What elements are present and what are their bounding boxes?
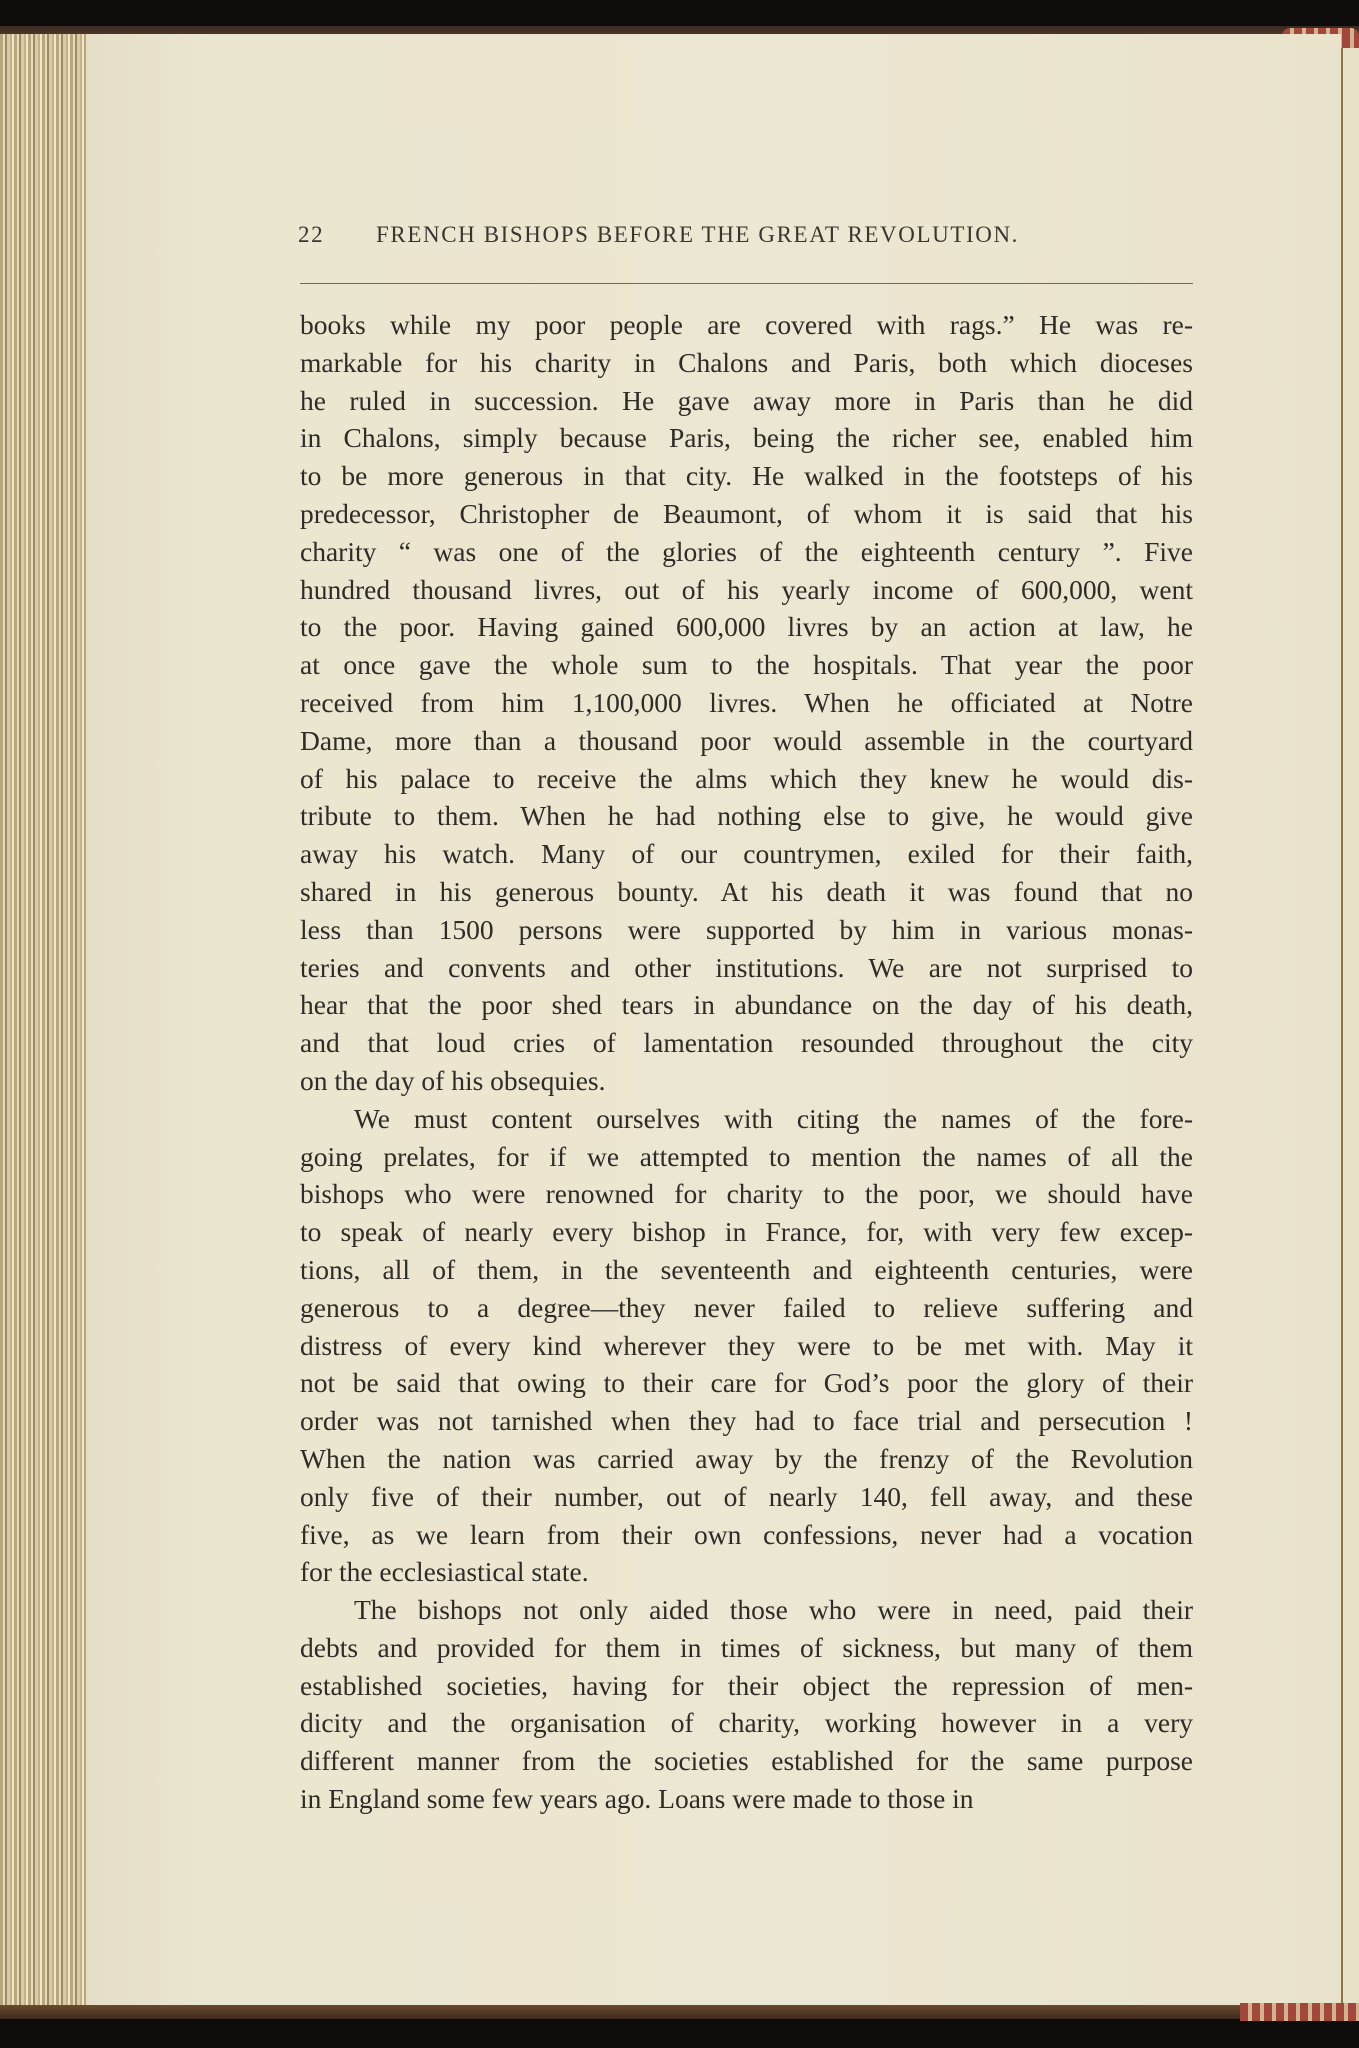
text-line: predecessor, Christopher de Beaumont, of whom it is said that his bbox=[300, 497, 1193, 529]
running-head bbox=[298, 222, 1198, 248]
text-line: for the ecclesiastical state. bbox=[300, 1556, 589, 1588]
text-line: bishops who were renowned for charity to the poor, we should have bbox=[300, 1178, 1193, 1210]
paragraph bbox=[300, 1100, 1193, 1591]
text-line: to be more generous in that city. He walked in the footsteps of his bbox=[300, 460, 1193, 492]
book-cover-bottom-edge bbox=[0, 2005, 1300, 2019]
text-line: in England some few years ago. Loans were made to those in bbox=[300, 1783, 974, 1815]
body-text bbox=[300, 306, 1193, 1818]
stacked-page-edges bbox=[0, 34, 88, 2006]
text-line: shared in his generous bounty. At his death it was found that no bbox=[300, 875, 1193, 907]
text-line: tions, all of them, in the seventeenth and eighteenth centuries, were bbox=[300, 1253, 1193, 1285]
paragraph bbox=[300, 306, 1193, 1100]
text-line: tribute to them. When he had nothing else to give, he would give bbox=[300, 800, 1193, 832]
text-line: We must content ourselves with citing the names of the fore- bbox=[354, 1102, 1193, 1134]
text-line: received from him 1,100,000 livres. When he officiated at Notre bbox=[300, 686, 1193, 718]
text-line: on the day of his obsequies. bbox=[300, 1064, 606, 1096]
text-line: not be said that owing to their care for God’s poor the glory of their bbox=[300, 1367, 1193, 1399]
header-rule bbox=[300, 283, 1193, 284]
text-line: dicity and the organisation of charity, working however in a very bbox=[300, 1707, 1193, 1739]
text-line: teries and convents and other institutions. We are not surprised to bbox=[300, 951, 1193, 983]
headband-bottom bbox=[1240, 2003, 1359, 2021]
text-line: in Chalons, simply because Paris, being the richer see, enabled him bbox=[300, 422, 1193, 454]
page-number: 22 bbox=[298, 222, 325, 247]
facing-page-edge bbox=[1341, 48, 1359, 2003]
text-line: of his palace to receive the alms which they knew he would dis- bbox=[300, 762, 1193, 794]
text-line: hundred thousand livres, out of his yearly income of 600,000, went bbox=[300, 573, 1193, 605]
text-line: less than 1500 persons were supported by him in various monas- bbox=[300, 913, 1193, 945]
text-line: order was not tarnished when they had to face trial and persecution ! bbox=[300, 1405, 1193, 1437]
text-line: debts and provided for them in times of sickness, but many of them bbox=[300, 1631, 1193, 1663]
text-line: away his watch. Many of our countrymen, exiled for their faith, bbox=[300, 838, 1193, 870]
text-line: to speak of nearly every bishop in France, for, with very few excep- bbox=[300, 1216, 1193, 1248]
text-line: different manner from the societies established for the same purpose bbox=[300, 1745, 1193, 1777]
text-line: markable for his charity in Chalons and Paris, both which dioceses bbox=[300, 346, 1193, 378]
text-line: to the poor. Having gained 600,000 livres by an action at law, he bbox=[300, 611, 1193, 643]
text-line: five, as we learn from their own confessions, never had a vocation bbox=[300, 1518, 1193, 1550]
text-line: he ruled in succession. He gave away more in Paris than he did bbox=[300, 384, 1193, 416]
running-title: FRENCH BISHOPS BEFORE THE GREAT REVOLUTION. bbox=[376, 222, 1020, 247]
text-line: established societies, having for their object the repression of men- bbox=[300, 1669, 1193, 1701]
text-line: distress of every kind wherever they were to be met with. May it bbox=[300, 1329, 1193, 1361]
text-line: only five of their number, out of nearly 140, fell away, and these bbox=[300, 1480, 1193, 1512]
text-line: and that loud cries of lamentation resounded throughout the city bbox=[300, 1027, 1193, 1059]
text-line: generous to a degree—they never failed to relieve suffering and bbox=[300, 1291, 1193, 1323]
text-line: books while my poor people are covered with rags.” He was re- bbox=[300, 309, 1193, 340]
text-line: at once gave the whole sum to the hospitals. That year the poor bbox=[300, 649, 1193, 681]
text-line: The bishops not only aided those who were in need, paid their bbox=[354, 1594, 1193, 1626]
text-line: Dame, more than a thousand poor would assemble in the courtyard bbox=[300, 724, 1193, 756]
text-line: going prelates, for if we attempted to mention the names of all the bbox=[300, 1140, 1193, 1172]
text-line: charity “ was one of the glories of the eighteenth century ”. Five bbox=[300, 535, 1193, 567]
text-line: hear that the poor shed tears in abundance on the day of his death, bbox=[300, 989, 1193, 1021]
paragraph bbox=[300, 1591, 1193, 1818]
text-line: When the nation was carried away by the frenzy of the Revolution bbox=[300, 1442, 1193, 1474]
